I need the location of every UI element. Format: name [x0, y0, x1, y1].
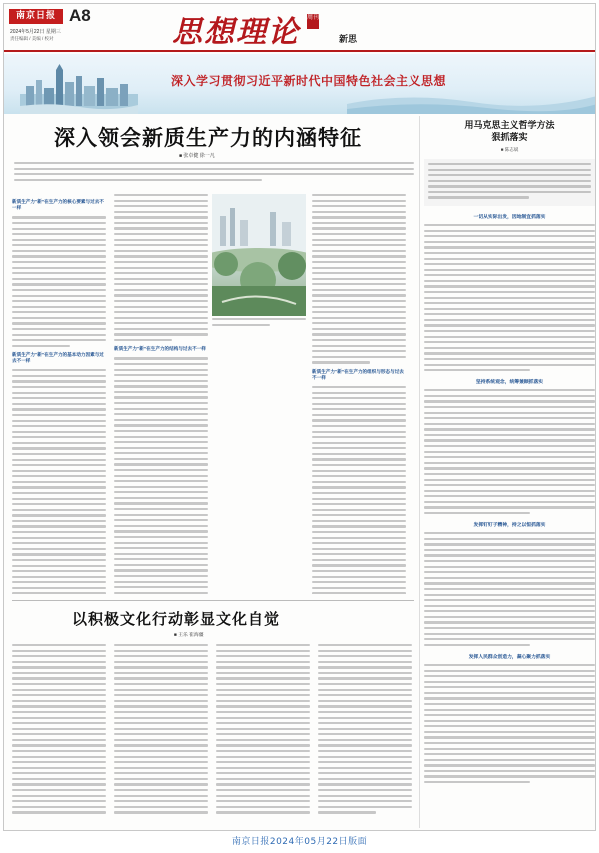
park-landscape-photo [212, 194, 306, 316]
subheading: 新质生产力“新”在生产力的基本动力因素与过去不一样 [12, 351, 104, 364]
page-number: A8 [69, 6, 91, 25]
article2-column-2 [114, 644, 208, 830]
side-article [419, 116, 595, 828]
body-text [12, 216, 106, 346]
body-text [424, 532, 595, 646]
body-text [424, 224, 595, 371]
body-text [424, 664, 595, 783]
theme-banner [4, 54, 596, 114]
banner-title: 深入学习贯彻习近平新时代中国特色社会主义思想 [171, 74, 447, 88]
side-subheading: 坚持系统观念，统筹兼顾抓落实 [475, 380, 544, 386]
weekly-badge: 周刊 [307, 14, 319, 29]
side-article-title-line2: 狠抓落实 [491, 133, 528, 143]
body-text [424, 389, 595, 514]
body-text [114, 357, 208, 594]
editor-credits: 责任编辑 / 美编 / 校对 [10, 36, 54, 41]
main-headline: 深入领会新质生产力的内涵特征 [54, 125, 362, 150]
main-byline: ■ 张卓健 徐一凡 [179, 153, 215, 159]
side-subheading: 一切从实际出发，因地制宜抓落实 [473, 215, 546, 221]
body-text [114, 194, 208, 341]
body-text [12, 644, 106, 814]
second-article-body [12, 644, 414, 830]
side-article-byline: ■ 陈志斌 [500, 147, 519, 152]
issue-date: 2024年5月22日 星期三 [10, 29, 61, 35]
side-article-lead [424, 159, 595, 206]
body-text [312, 194, 406, 364]
article2-column-1 [12, 644, 106, 830]
body-text [318, 644, 412, 814]
city-skyline-illustration [20, 64, 138, 114]
page-footer-caption: 南京日报2024年05月22日版面 [231, 837, 368, 847]
section-name: 新思 [339, 34, 358, 44]
side-subheading: 发挥人民群众创造力，凝心聚力抓落实 [468, 654, 551, 660]
body-text [312, 386, 406, 594]
article-column-1 [12, 194, 106, 594]
section-divider [12, 600, 414, 601]
section-calligraphy-title: 思想理论 [172, 15, 300, 50]
banner-wave-decoration [347, 84, 596, 114]
body-text [12, 369, 106, 594]
article-column-2 [114, 194, 208, 594]
side-article-title-line1: 用马克思主义哲学方法 [464, 121, 555, 131]
main-lead-text [14, 162, 414, 184]
second-headline: 以积极文化行动彰显文化自觉 [72, 610, 281, 628]
subheading: 新质生产力“新”在生产力的核心要素与过去不一样 [12, 199, 104, 211]
masthead [4, 4, 596, 52]
body-text [114, 644, 208, 814]
newspaper-logo: 南京日报 [9, 9, 63, 24]
article-column-4 [312, 194, 406, 594]
subheading: 新质生产力“新”在生产力的组织与形态与过去不一样 [312, 368, 404, 380]
article2-column-4 [318, 644, 412, 830]
subheading: 新质生产力“新”在生产力的结构与过去不一样 [114, 346, 206, 352]
side-subheading: 发挥钉钉子精神，持之以恒抓落实 [473, 523, 546, 529]
photo-caption [212, 318, 306, 329]
body-text [216, 644, 310, 814]
second-byline: ■ 王乐 崔海疆 [174, 633, 204, 638]
newspaper-page [3, 3, 596, 831]
article2-column-3 [216, 644, 310, 830]
